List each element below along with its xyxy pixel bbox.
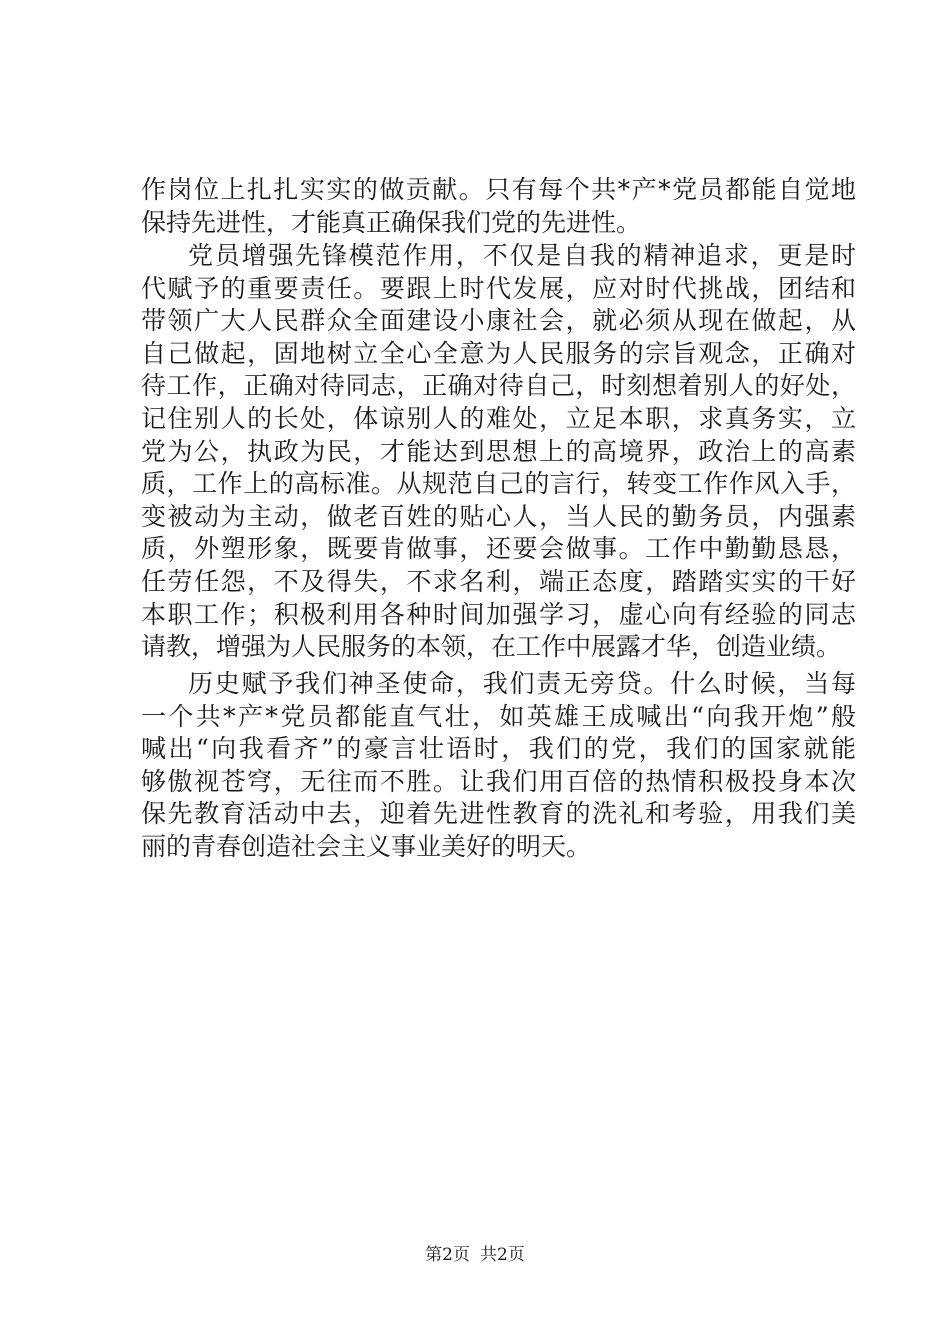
paragraph-line: 保持先进性，才能真正确保我们党的先进性。	[141, 207, 642, 237]
paragraph-line: 党为公，执政为民，才能达到思想上的高境界，政治上的高素	[141, 436, 856, 466]
page-number-current: 第2页	[425, 1245, 470, 1265]
page-number-total: 共2页	[480, 1245, 525, 1265]
paragraph-line: 保先教育活动中去，迎着先进性教育的洗礼和考验，用我们美	[141, 799, 856, 829]
paragraph-line: 历史赋予我们神圣使命，我们责无旁贷。什么时候，当每	[188, 669, 856, 698]
paragraph-line: 待工作，正确对待同志，正确对待自己，时刻想着别人的好处，	[141, 371, 856, 401]
paragraph-line: 够傲视苍穹，无往而不胜。让我们用百倍的热情积极投身本次	[141, 766, 856, 796]
paragraph-line: 质，工作上的高标准。从规范自己的言行，转变工作作风入手，	[141, 469, 856, 499]
paragraph-line: 本职工作；积极利用各种时间加强学习，虚心向有经验的同志	[141, 599, 856, 629]
paragraph-line: 丽的青春创造社会主义事业美好的明天。	[141, 831, 592, 861]
paragraph-line: 变被动为主动，做老百姓的贴心人，当人民的勤务员，内强素	[141, 501, 856, 531]
paragraph-line: 请教，增强为人民服务的本领，在工作中展露才华，创造业绩。	[141, 632, 842, 662]
page-footer	[0, 1244, 950, 1266]
paragraph-line: 带领广大人民群众全面建设小康社会，就必须从现在做起，从	[141, 306, 856, 336]
paragraph-line: 作岗位上扎扎实实的做贡献。只有每个共*产*党员都能自觉地	[141, 175, 856, 204]
paragraph-line: 党员增强先锋模范作用，不仅是自我的精神追求，更是时	[188, 241, 856, 270]
paragraph-line: 质，外塑形象，既要肯做事，还要会做事。工作中勤勤恳恳，	[141, 534, 856, 564]
paragraph-line: 记住别人的长处，体谅别人的难处，立足本职，求真务实，立	[141, 403, 856, 433]
paragraph-line: 一个共*产*党员都能直气壮，如英雄王成喊出“向我开炮”般	[141, 701, 856, 731]
paragraph-line: 代赋予的重要责任。要跟上时代发展，应对时代挑战，团结和	[141, 273, 856, 303]
paragraph-line: 喊出“向我看齐”的豪言壮语时，我们的党，我们的国家就能	[141, 734, 856, 764]
paragraph-3	[141, 668, 856, 864]
paragraph-2	[141, 240, 856, 664]
paragraph-line: 自己做起，固地树立全心全意为人民服务的宗旨观念，正确对	[141, 338, 856, 368]
paragraph-line: 任劳任怨，不及得失，不求名利，端正态度，踏踏实实的干好	[141, 566, 856, 596]
paragraph-1	[141, 174, 856, 239]
